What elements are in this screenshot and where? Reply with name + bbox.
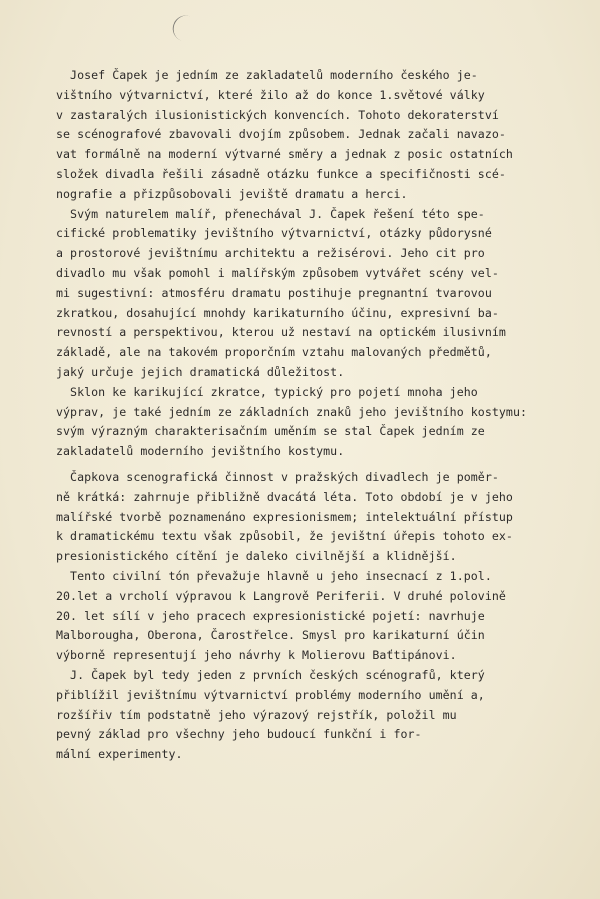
text-line: nografie a přizpůsobovali jeviště dramatu a herci. <box>56 186 408 201</box>
text-line: výprav, je také jedním ze základních znaků jeho jevištního kostymu: <box>56 404 528 419</box>
text-line: divadlo mu však pomohl i malířským způsobem vytvářet scény vel- <box>56 265 499 280</box>
text-line: pevný základ pro všechny jeho budoucí funkční i for- <box>56 727 422 742</box>
text-line: mi sugestivní: atmosféru dramatu postihuje pregnantní tvarovou <box>56 285 492 300</box>
text-line: a prostorové jevištnímu architektu a režisérovi. Jeho cit pro <box>56 246 485 261</box>
text-line: rozšířiv tím podstatně jeho výrazový rejstřík, položil mu <box>56 707 457 722</box>
text-line: základě, ale na takovém proporčním vztahu malovaných předmětů, <box>56 345 492 360</box>
text-line: Svým naturelem malíř, přenechával J. Čapek řešení této spe- <box>56 206 485 221</box>
text-line: Josef Čapek je jedním ze zakladatelů moderního českého je- <box>56 68 478 82</box>
text-line: Tento civilní tón převažuje hlavně u jeho insecnací z 1.pol. <box>56 568 492 583</box>
text-line: vat formálně na moderní výtvarné směry a jednak z posic ostatních <box>56 147 513 162</box>
text-line: ně krátká: zahrnuje přibližně dvacátá léta. Toto období je v jeho <box>56 489 513 504</box>
text-line: J. Čapek byl tedy jeden z prvních českých scénografů, který <box>56 667 485 682</box>
text-line: přiblížil jevištnímu výtvarnictví problémy moderního umění a, <box>56 687 485 702</box>
text-line: k dramatickému textu však způsobil, že jevištní úřepis tohoto ex- <box>56 529 513 544</box>
text-line: mální experimenty. <box>56 747 183 762</box>
text-line: presionistického cítění je daleko civilnější a klidnější. <box>56 549 457 564</box>
text-line: cifické problematiky jevištního výtvarnictví, otázky půdorysné <box>56 226 492 241</box>
text-line: výborně representují jeho návrhy k Molierovu Baťtipánovi. <box>56 648 457 663</box>
text-line: v zastaralých ilusionistických konvencích. Tohoto dekoraterství <box>56 107 499 122</box>
text-line: 20.let a vrcholí výpravou k Langrově Periferii. V druhé polovině <box>56 588 506 603</box>
text-line: zkratkou, dosahující mnohdy karikaturního účinu, expresivní ba- <box>56 305 499 320</box>
text-line: se scénografové zbavovali dvojím způsobem. Jednak začali navazo- <box>56 127 506 142</box>
text-line: složek divadla řešili zásadně otázku funkce a specifičnosti scé- <box>56 166 506 181</box>
text-line: Čapkova scenografická činnost v pražských divadlech je poměr- <box>56 469 499 484</box>
text-line: zakladatelů moderního jevištního kostymu. <box>56 444 345 459</box>
text-line: malířské tvorbě poznamenáno expresionismem; intelektuální přístup <box>56 509 513 524</box>
typed-text-body <box>56 66 596 765</box>
text-line: svým výrazným charakterisačním uměním se stal Čapek jedním ze <box>56 424 485 439</box>
handwritten-margin-mark <box>169 12 194 42</box>
text-line: jaký určuje jejich dramatická důležitost. <box>56 364 345 379</box>
text-line: Malborougha, Oberona, Čarostřelce. Smysl pro karikaturní účin <box>56 628 485 643</box>
text-line: vištního výtvarnictví, které žilo až do konce 1.světové války <box>56 87 485 102</box>
text-line: 20. let sílí v jeho pracech expresionistické pojetí: navrhuje <box>56 608 485 623</box>
text-line: Sklon ke karikující zkratce, typický pro pojetí mnoha jeho <box>56 384 478 399</box>
text-line: revností a perspektivou, kterou už nestaví na optickém ilusivním <box>56 325 506 340</box>
